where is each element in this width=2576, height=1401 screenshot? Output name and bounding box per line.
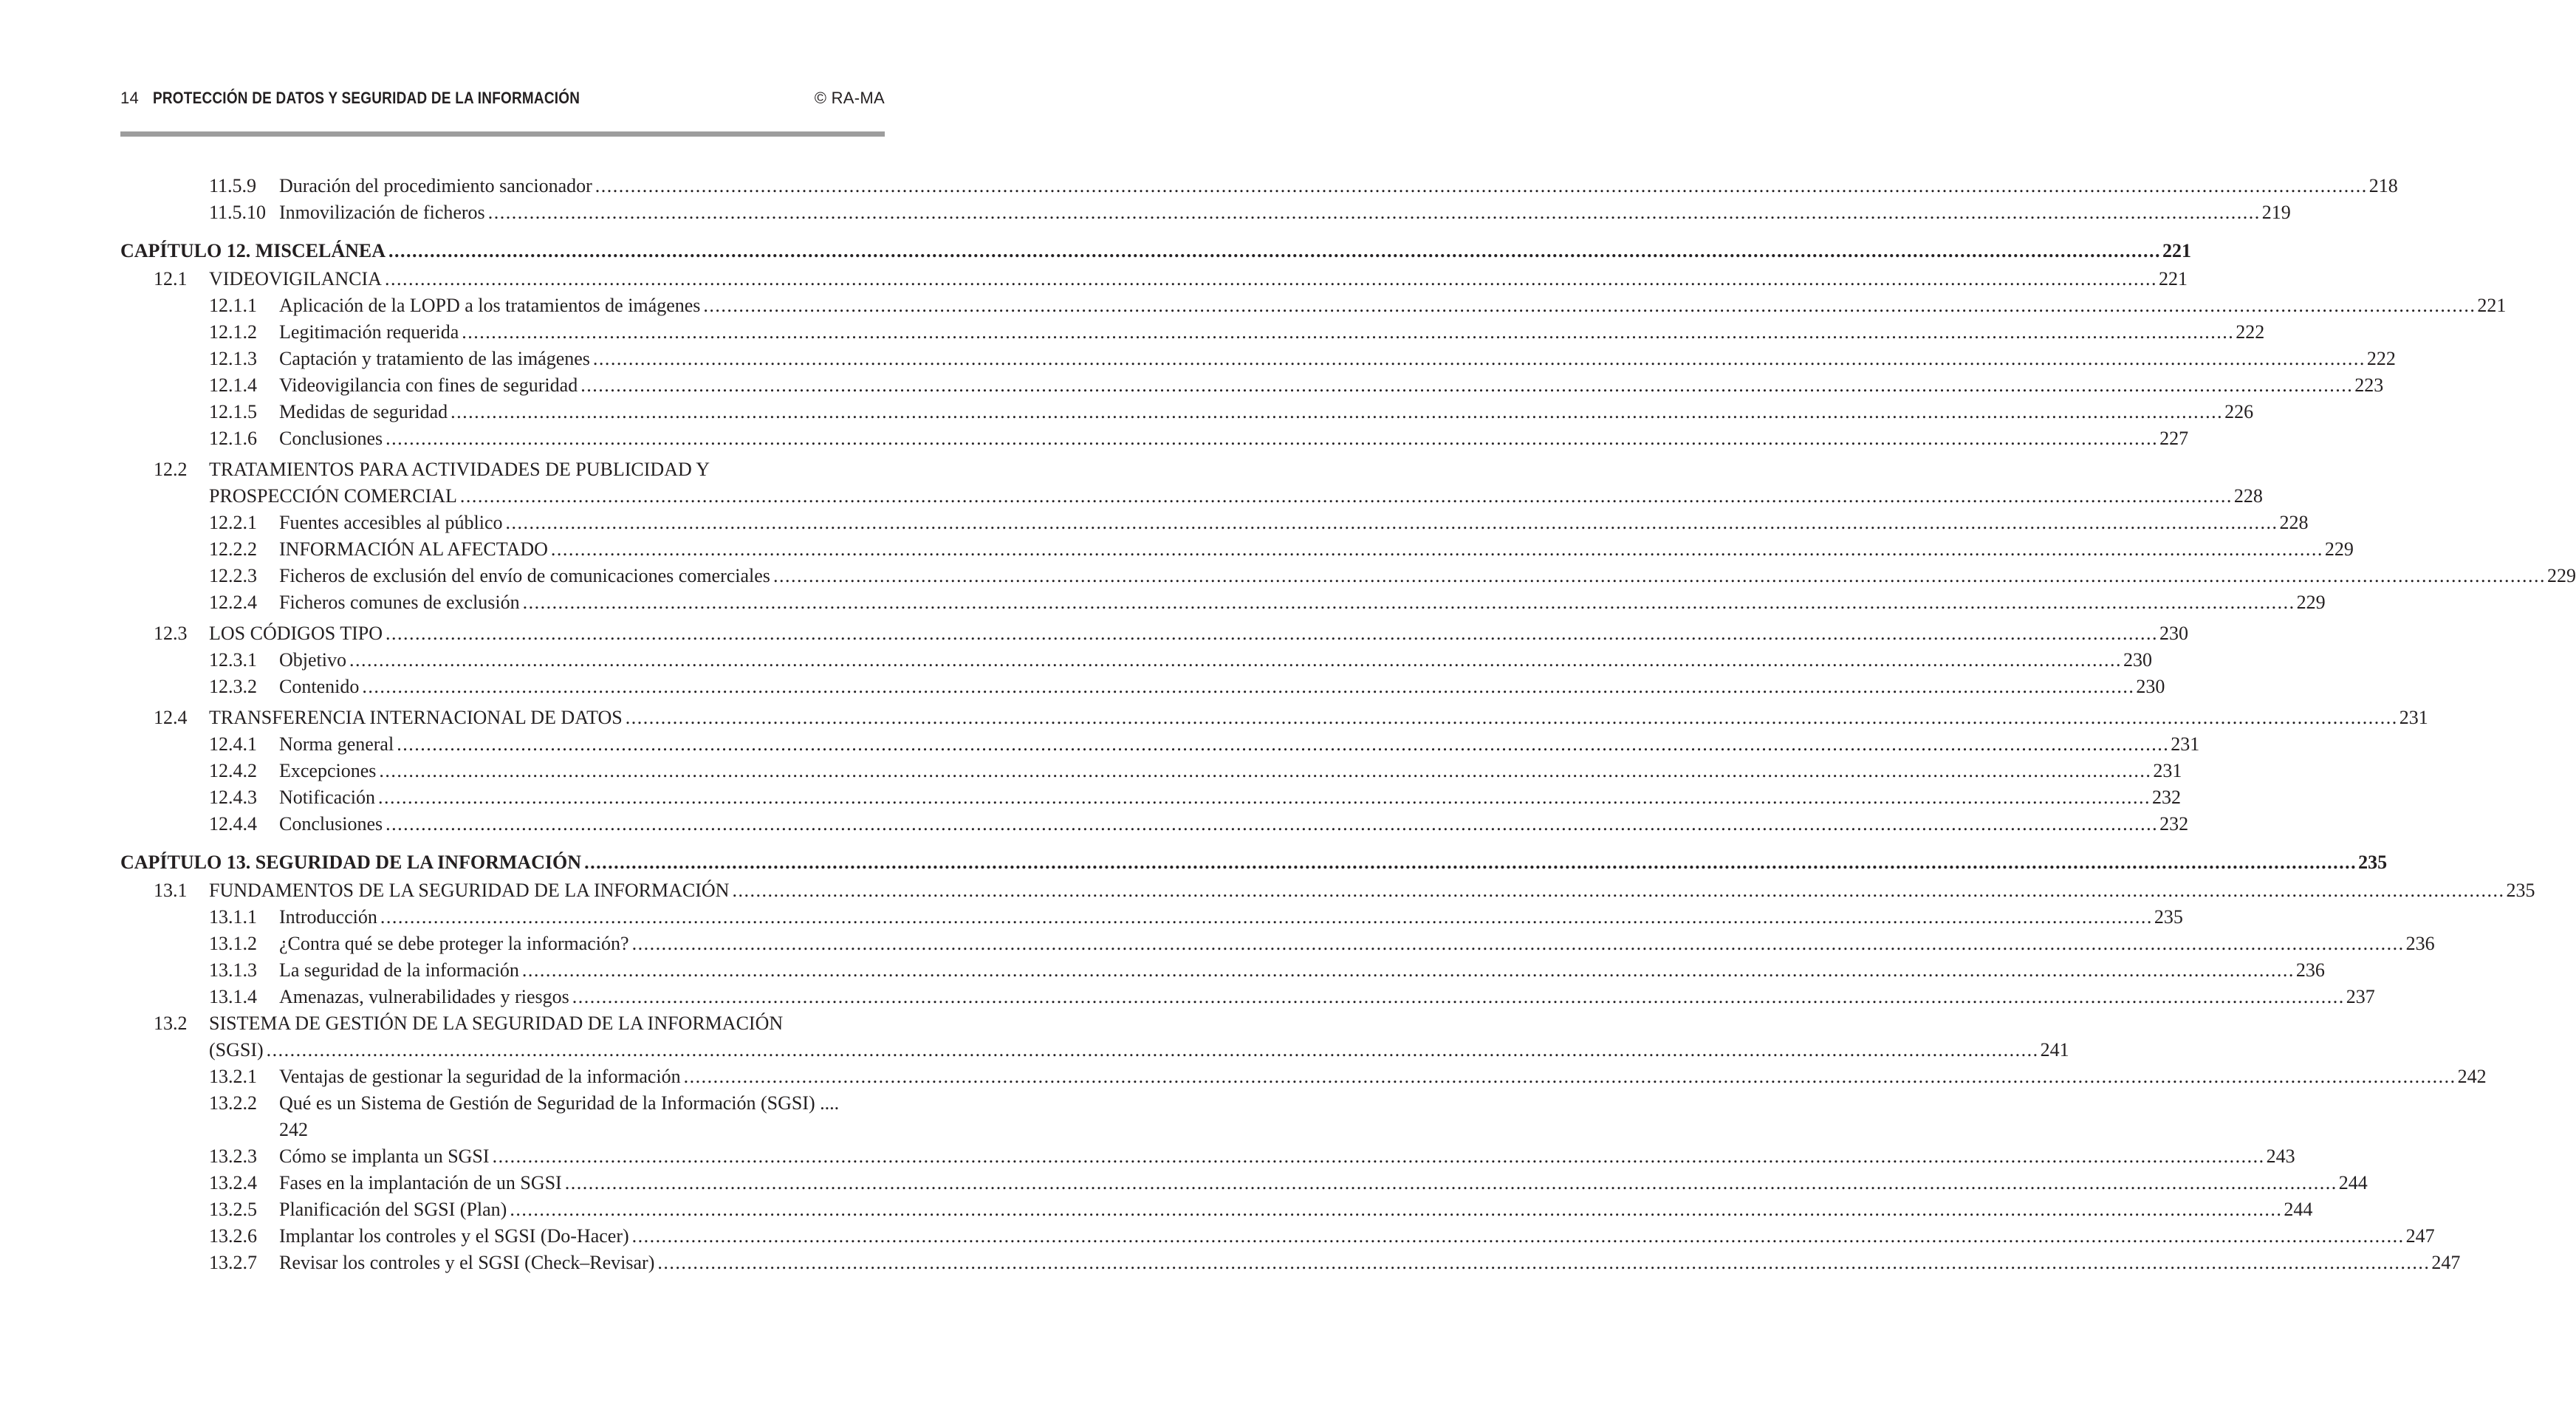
dot-leader: ............................................................................................................................................................................................................................................................................................................ [349,649,2122,671]
entry-page: 244 [2338,1172,2368,1193]
entry-page: 230 [2136,676,2165,697]
toc-entry [120,510,2309,536]
entry-number: 12.2.1 [209,512,257,533]
entry-page: 222 [2236,321,2265,343]
dot-leader: ............................................................................................................................................................................................................................................................................................................ [487,202,2261,223]
entry-page: 243 [2266,1145,2295,1167]
section-number: 12.1 [154,268,188,290]
section-title: FUNDAMENTOS DE LA SEGURIDAD DE LA INFORMACIÓN [209,880,730,901]
entry-number: 13.2.2 [209,1092,257,1114]
entry-number: 12.3.1 [209,649,257,671]
entry-page: 227 [2159,428,2189,449]
entry-title: Revisar los controles y el SGSI (Check–Revisar) [279,1252,655,1273]
toc-entry [120,758,2182,784]
section-title: VIDEOVIGILANCIA [209,268,382,290]
entry-title: Introducción [279,906,377,928]
toc-entry [120,1170,2368,1196]
entry-number: 13.1.4 [209,986,257,1007]
dot-leader: ............................................................................................................................................................................................................................................................................................................ [631,933,2405,954]
chapter-page: 235 [2358,852,2388,873]
entry-title: Objetivo [279,649,346,671]
chapter-page: 221 [2162,240,2191,261]
entry-number: 13.2.6 [209,1225,257,1247]
entry-number: 12.4.3 [209,787,257,808]
dot-leader: ............................................................................................................................................................................................................................................................................................................ [386,813,2159,835]
section-title-line2: (SGSI) [209,1039,264,1061]
section-page: 235 [2506,880,2535,901]
toc-entry [120,1223,2435,1250]
entry-number: 13.2.5 [209,1199,257,1220]
section-title-line1: SISTEMA DE GESTIÓN DE LA SEGURIDAD DE LA INFORMACIÓN [209,1013,784,1034]
dot-leader: ............................................................................................................................................................................................................................................................................................................ [380,906,2153,928]
entry-title-line1: Qué es un Sistema de Gestión de Seguridad de la Información (SGSI) .... [279,1092,840,1114]
entry-number: 13.1.2 [209,933,257,954]
entry-title: Contenido [279,676,360,697]
toc-entry [120,674,2165,700]
entry-title: Duración del procedimiento sancionador [279,175,592,196]
section-title: TRANSFERENCIA INTERNACIONAL DE DATOS [209,707,623,728]
toc-entry [120,589,2326,616]
section-number: 12.3 [154,623,188,644]
toc-entry [120,931,2435,957]
toc-entry [120,1143,2295,1170]
entry-title: Ficheros de exclusión del envío de comunicaciones comerciales [279,565,770,586]
entry-title: INFORMACIÓN AL AFECTADO [279,538,548,560]
section-page: 230 [2159,623,2188,644]
toc-section-continuation [120,1037,2069,1063]
entry-page: 221 [2477,295,2507,316]
dot-leader: ............................................................................................................................................................................................................................................................................................................ [377,787,2151,808]
dot-leader: ............................................................................................................................................................................................................................................................................................................ [703,295,2476,316]
section-page: 221 [2158,268,2188,290]
toc-entry [120,319,2265,346]
toc-entry-continuation [120,1117,885,1143]
dot-leader: ............................................................................................................................................................................................................................................................................................................ [459,485,2233,507]
entry-title: Videovigilancia con fines de seguridad [279,374,578,396]
chapter-entry [120,236,2191,266]
toc-section [120,456,885,483]
entry-title: Conclusiones [279,813,383,835]
header-rule [120,131,885,137]
entry-title: Cómo se implanta un SGSI [279,1145,490,1167]
entry-title: Ficheros comunes de exclusión [279,592,520,613]
toc-section [120,620,2188,647]
dot-leader: ............................................................................................................................................................................................................................................................................................................ [592,348,2366,369]
dot-leader: ............................................................................................................................................................................................................................................................................................................ [386,623,2158,644]
entry-number: 12.4.2 [209,760,257,781]
dot-leader: ............................................................................................................................................................................................................................................................................................................ [584,852,2357,873]
dot-leader: ............................................................................................................................................................................................................................................................................................................ [631,1225,2405,1247]
toc-entry [120,399,2254,425]
chapter-title: CAPÍTULO 13. SEGURIDAD DE LA INFORMACIÓN [120,852,582,873]
entry-page: 219 [2261,202,2291,223]
entry-title: Medidas de seguridad [279,401,448,422]
entry-number: 12.4.1 [209,733,257,755]
publisher-mark: © RA-MA [814,89,885,107]
dot-leader: ............................................................................................................................................................................................................................................................................................................ [386,428,2159,449]
chapter-entry [120,848,2388,877]
entry-page: 229 [2324,538,2354,560]
entry-title: Fases en la implantación de un SGSI [279,1172,562,1193]
book-title: PROTECCIÓN DE DATOS Y SEGURIDAD DE LA INFORMACIÓN [153,89,580,107]
dot-leader: ............................................................................................................................................................................................................................................................................................................ [564,1172,2337,1193]
section-page: 241 [2040,1039,2069,1061]
dot-leader: ............................................................................................................................................................................................................................................................................................................ [773,565,2546,586]
entry-title: Fuentes accesibles al público [279,512,503,533]
dot-leader: ............................................................................................................................................................................................................................................................................................................ [521,959,2295,981]
dot-leader: ............................................................................................................................................................................................................................................................................................................ [683,1066,2456,1087]
entry-page: 229 [2546,565,2576,586]
dot-leader: ............................................................................................................................................................................................................................................................................................................ [384,268,2157,290]
toc-entry [120,1250,2461,1276]
toc-entry [120,536,2354,563]
entry-title: Ventajas de gestionar la seguridad de la información [279,1066,681,1087]
entry-page: 236 [2295,959,2325,981]
entry-title: Captación y tratamiento de las imágenes [279,348,590,369]
entry-page: 226 [2224,401,2254,422]
entry-number: 12.1.6 [209,428,257,449]
dot-leader: ............................................................................................................................................................................................................................................................................................................ [550,538,2323,560]
entry-number: 12.1.1 [209,295,257,316]
toc-entry [120,425,2189,452]
entry-page: 228 [2279,512,2309,533]
entry-page: 244 [2284,1199,2313,1220]
dot-leader: ............................................................................................................................................................................................................................................................................................................ [510,1199,2283,1220]
dot-leader: ............................................................................................................................................................................................................................................................................................................ [492,1145,2265,1167]
entry-page: 218 [2368,175,2398,196]
entry-number: 12.4.4 [209,813,257,835]
dot-leader: ............................................................................................................................................................................................................................................................................................................ [732,880,2505,901]
section-number: 13.1 [154,880,188,901]
toc-entry [120,811,2189,837]
entry-page: 232 [2151,787,2181,808]
toc-entry [120,1063,2487,1090]
entry-page: 231 [2153,760,2182,781]
entry-number: 12.1.2 [209,321,257,343]
section-title-line2: PROSPECCIÓN COMERCIAL [209,485,457,507]
entry-number: 13.2.4 [209,1172,257,1193]
dot-leader: ............................................................................................................................................................................................................................................................................................................ [625,707,2398,728]
dot-leader: ............................................................................................................................................................................................................................................................................................................ [572,986,2345,1007]
entry-title: Excepciones [279,760,377,781]
entry-page: 237 [2346,986,2375,1007]
toc-entry [120,292,2507,319]
entry-number: 13.2.1 [209,1066,257,1087]
entry-number: 12.1.4 [209,374,257,396]
entry-title: Legitimación requerida [279,321,459,343]
entry-page: 232 [2159,813,2189,835]
entry-page: 229 [2296,592,2326,613]
entry-number: 12.1.5 [209,401,257,422]
toc-section [120,705,2428,731]
entry-page: 235 [2154,906,2183,928]
entry-number: 12.2.2 [209,538,257,560]
dot-leader: ............................................................................................................................................................................................................................................................................................................ [580,374,2354,396]
section-number: 12.2 [154,459,188,480]
toc-entry [120,647,2152,674]
entry-number: 11.5.9 [209,175,257,196]
entry-title: ¿Contra qué se debe proteger la información? [279,933,629,954]
toc-section [120,1010,885,1037]
dot-leader: ............................................................................................................................................................................................................................................................................................................ [388,240,2161,261]
entry-number: 12.3.2 [209,676,257,697]
entry-number: 13.1.3 [209,959,257,981]
section-title-line1: TRATAMIENTOS PARA ACTIVIDADES DE PUBLICIDAD Y [209,459,710,480]
toc-section [120,266,2188,292]
chapter-title: CAPÍTULO 12. MISCELÁNEA [120,240,386,261]
dot-leader: ............................................................................................................................................................................................................................................................................................................ [379,760,2152,781]
toc-entry [120,784,2181,811]
toc-entry [120,346,2396,372]
entry-page: 247 [2405,1225,2435,1247]
toc-entry [120,731,2200,758]
entry-title: Inmovilización de ficheros [279,202,485,223]
toc-entry [120,173,2398,199]
toc-entry [120,199,2291,226]
entry-page: 222 [2366,348,2396,369]
dot-leader: ............................................................................................................................................................................................................................................................................................................ [595,175,2368,196]
entry-title: La seguridad de la información [279,959,519,981]
running-head [120,86,885,111]
dot-leader: ............................................................................................................................................................................................................................................................................................................ [462,321,2235,343]
toc-entry [120,957,2325,984]
entry-number: 12.2.3 [209,565,257,586]
toc-section [120,877,2535,904]
section-number: 12.4 [154,707,188,728]
table-of-contents [120,173,2576,1276]
section-page: 228 [2233,485,2263,507]
toc-entry [120,563,2576,589]
dot-leader: ............................................................................................................................................................................................................................................................................................................ [505,512,2278,533]
entry-number: 11.5.10 [209,202,267,223]
toc-entry [120,984,2375,1010]
toc-entry [120,1196,2313,1223]
dot-leader: ............................................................................................................................................................................................................................................................................................................ [657,1252,2431,1273]
entry-title: Aplicación de la LOPD a los tratamientos de imágenes [279,295,701,316]
dot-leader: ............................................................................................................................................................................................................................................................................................................ [397,733,2170,755]
section-page: 231 [2399,707,2428,728]
dot-leader: ............................................................................................................................................................................................................................................................................................................ [362,676,2135,697]
entry-page: 236 [2405,933,2435,954]
entry-number: 13.2.3 [209,1145,257,1167]
entry-title: Notificación [279,787,375,808]
toc-section-continuation [120,483,2263,510]
section-title: LOS CÓDIGOS TIPO [209,623,383,644]
entry-number: 13.1.1 [209,906,257,928]
entry-number: 13.2.7 [209,1252,257,1273]
section-number: 13.2 [154,1013,188,1034]
toc-entry [120,1090,885,1117]
entry-title: Implantar los controles y el SGSI (Do-Hacer) [279,1225,629,1247]
entry-title: Conclusiones [279,428,383,449]
dot-leader: ............................................................................................................................................................................................................................................................................................................ [451,401,2224,422]
entry-page: 223 [2354,374,2384,396]
entry-page: 242 [2457,1066,2487,1087]
entry-page: 242 [279,1119,308,1140]
toc-entry [120,372,2384,399]
dot-leader: ............................................................................................................................................................................................................................................................................................................ [266,1039,2039,1061]
entry-title: Planificación del SGSI (Plan) [279,1199,507,1220]
entry-page: 247 [2431,1252,2461,1273]
entry-number: 12.2.4 [209,592,257,613]
entry-title: Amenazas, vulnerabilidades y riesgos [279,986,569,1007]
entry-title: Norma general [279,733,394,755]
entry-page: 231 [2171,733,2200,755]
entry-page: 230 [2123,649,2152,671]
page-number: 14 [120,89,140,107]
entry-number: 12.1.3 [209,348,257,369]
toc-entry [120,904,2183,931]
dot-leader: ............................................................................................................................................................................................................................................................................................................ [522,592,2295,613]
